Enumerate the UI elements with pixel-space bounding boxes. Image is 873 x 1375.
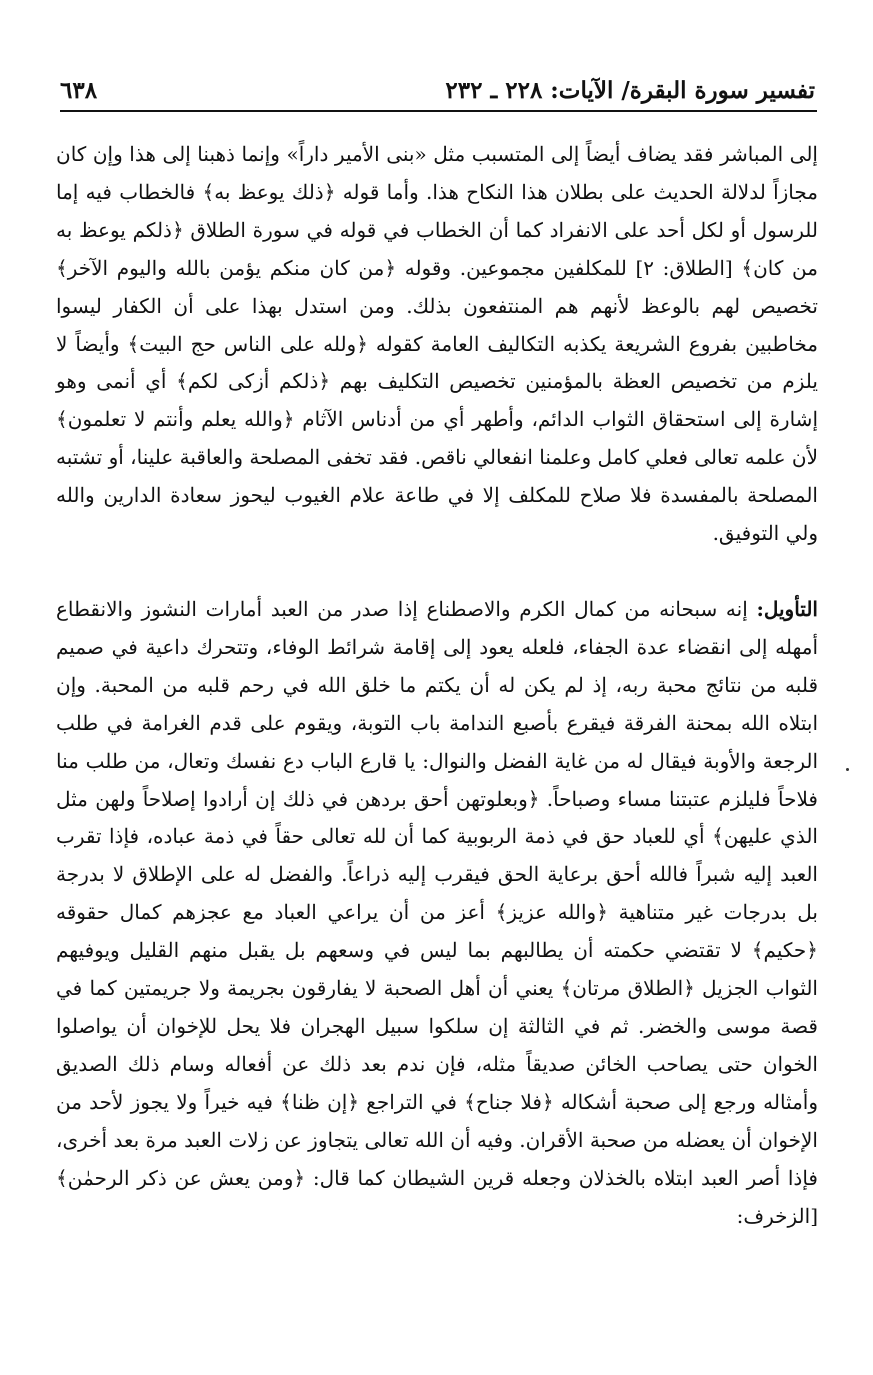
running-title: تفسير سورة البقرة/ الآيات: ٢٢٨ ـ ٢٣٢ [445, 77, 815, 104]
header-rule [60, 110, 817, 112]
body-paragraph-2 [56, 591, 818, 1235]
running-header [60, 64, 815, 104]
body-paragraph-1: إلى المباشر فقد يضاف أيضاً إلى المتسبب مثل «بنى الأمير داراً» وإنما ذهبنا إلى هذا وإن كان مجازاً لدلالة الحديث على بطلان هذا النكاح هذا. وأما قوله ﴿ذلك يوعظ به﴾ فالخطاب فيه إما للرسول أو لكل أحد على الانفراد كما أن الخطاب في قوله في سورة الطلاق ﴿ذلكم يوعظ به من كان﴾ [الطلاق: ٢] للمكلفين مجموعين. وقوله ﴿من كان منكم يؤمن بالله واليوم الآخر﴾ تخصيص لهم بالوعظ لأنهم هم المنتفعون بذلك. ومن استدل بهذا على أن الكفار ليسوا مخاطبين بفروع الشريعة يكذبه التكاليف العامة كقوله ﴿ولله على الناس حج البيت﴾ وأيضاً لا يلزم من تخصيص العظة بالمؤمنين تخصيص التكليف بهم ﴿ذلكم أزكى لكم﴾ أي أنمى وهو إشارة إلى استحقاق الثواب الدائم، وأطهر أي من أدناس الآثام ﴿والله يعلم وأنتم لا تعلمون﴾ لأن علمه تعالى فعلي كامل وعلمنا انفعالي ناقص. فقد تخفى المصلحة والعاقبة علينا، أو تشتبه المصلحة بالمفسدة فلا صلاح للمكلف إلا في طاعة علام الغيوب ليحوز سعادة الدارين والله ولي التوفيق. [56, 142, 818, 546]
body-paragraph-2-text: إنه سبحانه من كمال الكرم والاصطناع إذا صدر من العبد أمارات النشوز والانقطاع أمهله إلى انقضاء عدة الجفاء، فلعله يعود إلى إقامة شرائط الوفاء، وتتحرك داعية في صميم قلبه من نتائج محبة ربه، إذ لم يكن له أن يكتم ما خلق الله في رحم قلبه من المحبة. وإن ابتلاه الله بمحنة الفرقة فيقرع بأصبع الندامة باب التوبة، ويقوم على قدم الغرامة في طلب الرجعة والأوبة فيقال له من غاية الفضل والنوال: يا قارع الباب دع نفسك وتعال، من طلب منا فلاحاً فليلزم عتبتنا مساء وصباحاً. ﴿وبعلوتهن أحق بردهن في ذلك إن أرادوا إصلاحاً ولهن مثل الذي عليهن﴾ أي للعباد حق في ذمة الربوبية كما أن لله تعالى حقاً في ذمة عباده، فإذا تقرب العبد إليه شبراً فالله أحق برعاية الحق فيقرب إليه ذراعاً. والفضل له على الإطلاق لا بدرجة بل بدرجات غير متناهية ﴿والله عزيز﴾ أعز من أن يراعي العباد مع عجزهم كمال حقوقه ﴿حكيم﴾ لا تقتضي حكمته أن يطالبهم بما ليس في وسعهم بل يقبل منهم القليل ويوفيهم الثواب الجزيل ﴿الطلاق مرتان﴾ يعني أن أهل الصحبة لا يفارقون بجريمة ولا جريمتين كما في قصة موسى والخضر. ثم في الثالثة إن سلكوا سبيل الهجران فلا يحل للإخوان أن يواصلوا الخوان حتى يصاحب الخائن صديقاً مثله، فإن ندم بعد ذلك عن أفعاله وسام ذلك الصديق وأمثاله ورجع إلى صحبة أشكاله ﴿فلا جناح﴾ في التراجع ﴿إن ظنا﴾ فيه خيراً ولا يجوز لأحد من الإخوان أن يعضله من صحبة الأقران. وفيه أن الله تعالى يتجاوز عن زلات العبد مرة بعد أخرى، فإذا أصر العبد ابتلاه بالخذلان وجعله قرين الشيطان كما قال: ﴿ومن يعش عن ذكر الرحمٰن﴾ [الزخرف: [56, 597, 819, 1228]
tawil-heading: التأويل: [756, 597, 818, 621]
scan-speck [846, 768, 849, 771]
page-number: ٦٣٨ [60, 77, 98, 104]
